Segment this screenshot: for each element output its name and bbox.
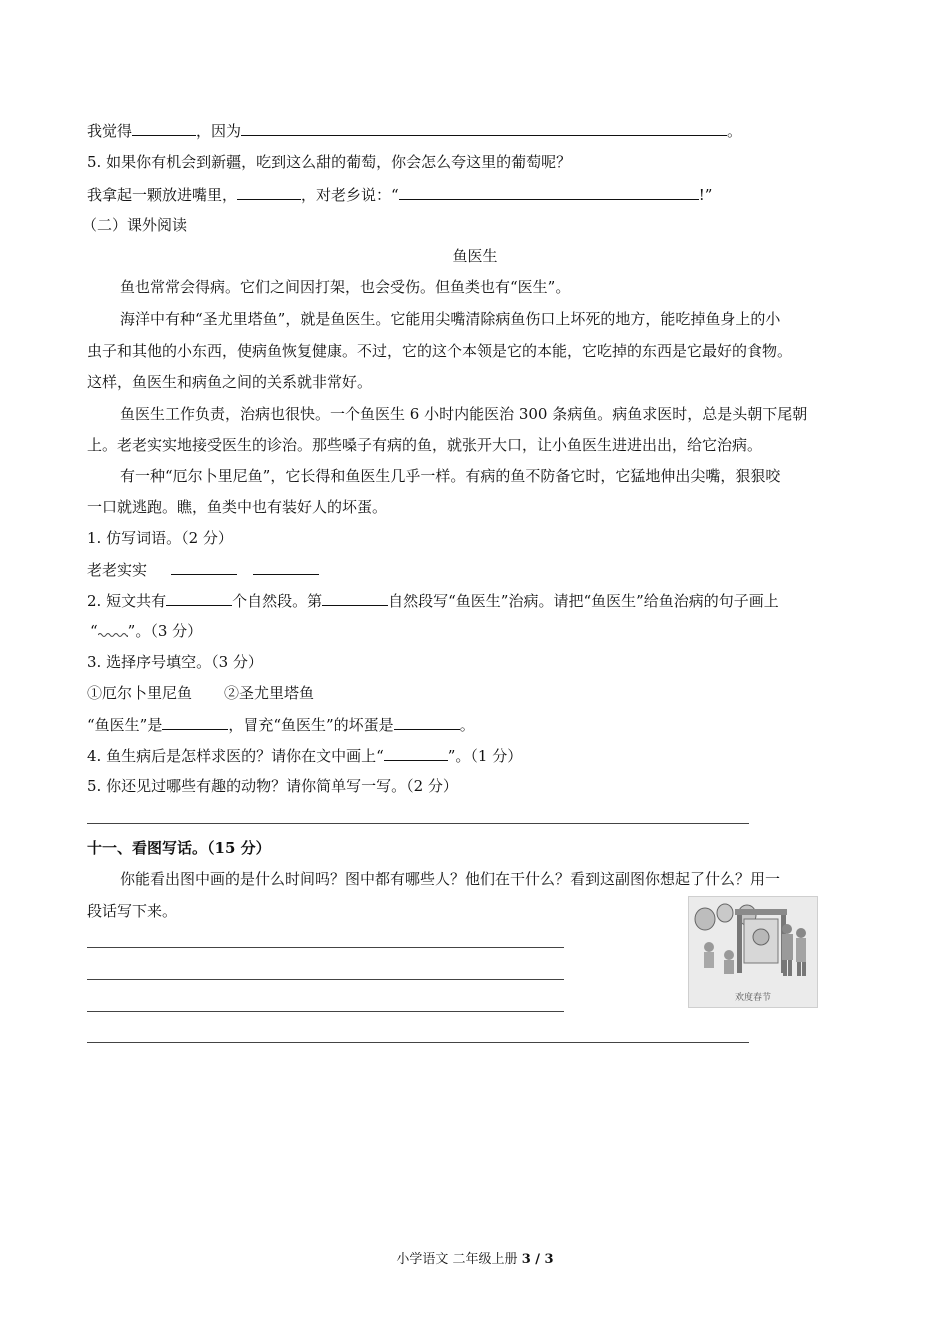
- question-2-text-c: 自然段写“鱼医生”治病。请把“鱼医生”给鱼治病的句子画上: [388, 592, 779, 610]
- question-2-text-a: 2. 短文共有: [87, 592, 167, 610]
- writing-prompt-line-2: 段话写下来。: [87, 902, 178, 920]
- q5-question: 5. 如果你有机会到新疆，吃到这么甜的葡萄，你会怎么夸这里的葡萄呢？: [87, 153, 572, 171]
- passage-paragraph-2-line-2: 虫子和其他的小东西，使病鱼恢复健康。不过，它的这个本领是它的本能，它吃掉的东西是它最好的食物。: [87, 342, 793, 360]
- answer-blank[interactable]: [166, 590, 232, 606]
- q5-answer-line: [87, 184, 712, 205]
- option-2: ②圣尤里塔鱼: [224, 684, 315, 702]
- q5-answer-text-3: !”: [698, 186, 713, 204]
- passage-paragraph-4-line-1: 有一种“厄尔卜里尼鱼”，它长得和鱼医生几乎一样。有病的鱼不防备它时，它猛地伸出尖嘴，狠狠咬: [120, 467, 781, 485]
- section-heading-extracurricular: （二）课外阅读: [82, 216, 188, 234]
- answer-blank[interactable]: [162, 714, 228, 730]
- question-1-answer-line: [87, 559, 319, 580]
- question-2-text-d1: “: [90, 622, 98, 640]
- answer-blank[interactable]: [322, 590, 388, 606]
- question-1: 1. 仿写词语。（2 分）: [87, 529, 233, 547]
- q4-answer-text-2: ，因为: [196, 122, 242, 140]
- question-3: 3. 选择序号填空。（3 分）: [87, 653, 263, 671]
- example-word: 老老实实: [87, 561, 148, 579]
- footer-subject: 小学语文 二年级上册: [396, 1252, 522, 1267]
- passage-paragraph-2-line-3: 这样，鱼医生和病鱼之间的关系就非常好。: [87, 373, 373, 391]
- question-2-continued: [90, 621, 202, 641]
- question-5: 5. 你还见过哪些有趣的动物？请你简单写一写。（2 分）: [87, 777, 458, 795]
- section-heading-picture-writing: 十一、看图写话。（15 分）: [87, 839, 271, 857]
- question-2-text-d2: ”。（3 分）: [127, 622, 203, 640]
- question-3-text-b: ，冒充“鱼医生”的坏蛋是: [228, 716, 394, 734]
- writing-prompt-line-1: 你能看出图中画的是什么时间吗？图中都有哪些人？他们在干什么？看到这副图你想起了什么？用一: [120, 870, 781, 888]
- question-4-text-b: ”。（1 分）: [447, 747, 523, 765]
- picture-caption: 欢度春节: [734, 993, 771, 1003]
- answer-blank[interactable]: [253, 559, 319, 575]
- wavy-underline-icon: [98, 621, 128, 636]
- writing-line[interactable]: [87, 1011, 564, 1012]
- question-3-text-a: “鱼医生”是: [87, 716, 163, 734]
- writing-line[interactable]: [87, 1042, 749, 1043]
- answer-blank[interactable]: [394, 714, 460, 730]
- answer-blank[interactable]: [132, 120, 196, 136]
- writing-line[interactable]: [87, 947, 564, 948]
- q4-answer-text-3: 。: [727, 122, 743, 140]
- question-2: [87, 590, 779, 611]
- question-4: [87, 745, 522, 766]
- passage-paragraph-3-line-1: 鱼医生工作负责，治病也很快。一个鱼医生 6 小时内能医治 300 条病鱼。病鱼求医时，总是头朝下尾朝: [120, 405, 808, 423]
- passage-paragraph-2-line-1: 海洋中有种“圣尤里塔鱼”，就是鱼医生。它能用尖嘴清除病鱼伤口上坏死的地方，能吃掉鱼身上的小: [120, 310, 781, 328]
- spring-festival-picture: [688, 896, 818, 1008]
- question-4-text-a: 4. 鱼生病后是怎样求医的？请你在文中画上“: [87, 747, 384, 765]
- passage-paragraph-1: 鱼也常常会得病。它们之间因打架，也会受伤。但鱼类也有“医生”。: [120, 278, 571, 296]
- answer-line[interactable]: [87, 823, 749, 824]
- q5-answer-text-2: ，对老乡说：“: [301, 186, 399, 204]
- answer-blank[interactable]: [241, 120, 727, 136]
- question-3-text-c: 。: [459, 716, 475, 734]
- option-1: ①厄尔卜里尼鱼: [87, 684, 193, 702]
- question-3-answer-line: [87, 714, 475, 735]
- page-number: 3 / 3: [521, 1252, 554, 1267]
- question-3-options: [87, 683, 314, 703]
- q5-answer-text-1: 我拿起一颗放进嘴里，: [87, 186, 238, 204]
- answer-blank[interactable]: [399, 184, 699, 200]
- page-footer: [0, 1248, 950, 1267]
- question-2-text-b: 个自然段。第: [232, 592, 323, 610]
- answer-blank[interactable]: [237, 184, 301, 200]
- passage-paragraph-4-line-2: 一口就逃跑。瞧，鱼类中也有装好人的坏蛋。: [87, 498, 388, 516]
- passage-paragraph-3-line-2: 上。老老实实地接受医生的诊治。那些嗓子有病的鱼，就张开大口，让小鱼医生进进出出，给它治病。: [87, 436, 763, 454]
- answer-blank[interactable]: [171, 559, 237, 575]
- q4-answer-text-1: 我觉得: [87, 122, 133, 140]
- q4-answer-line: [87, 120, 742, 141]
- answer-blank[interactable]: [384, 745, 448, 761]
- writing-line[interactable]: [87, 979, 564, 980]
- passage-title: 鱼医生: [452, 247, 498, 265]
